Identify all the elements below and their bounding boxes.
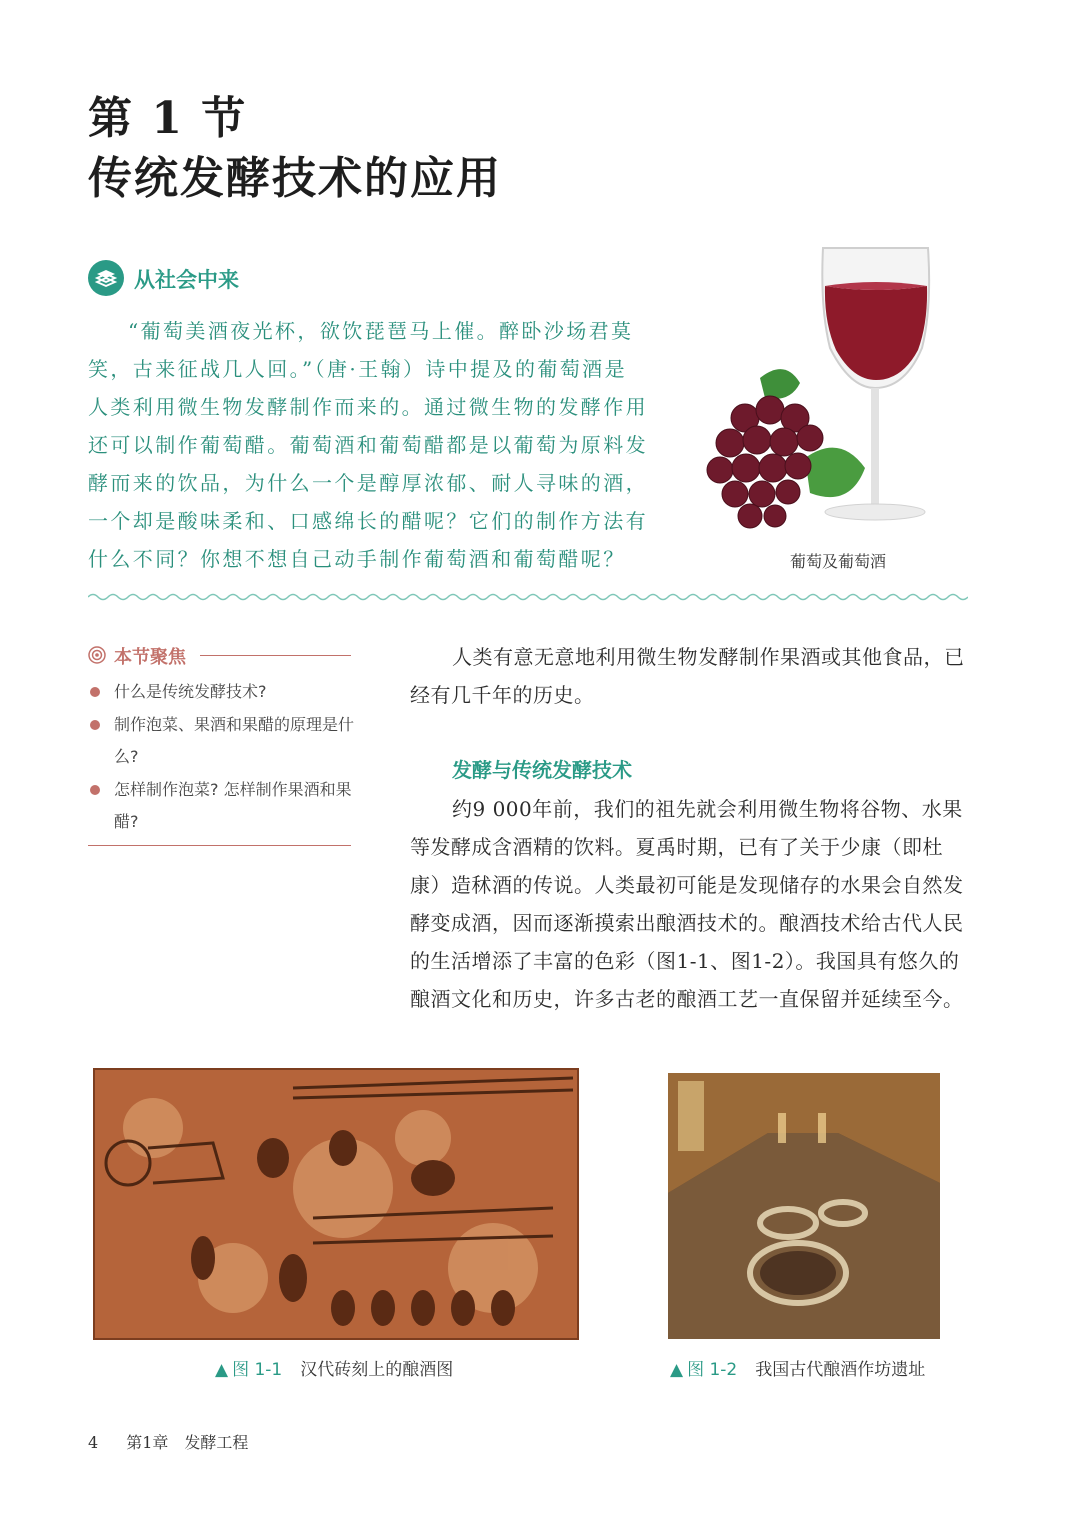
intro-paragraph: 人类有意无意地利用微生物发酵制作果酒或其他食品，已经有几千年的历史。 bbox=[410, 645, 965, 707]
books-icon bbox=[88, 260, 124, 296]
page-number: 4 bbox=[88, 1433, 99, 1452]
focus-item bbox=[88, 676, 358, 709]
focus-title-rule bbox=[200, 655, 351, 656]
focus-item bbox=[88, 774, 358, 839]
image-caption: 葡萄及葡萄酒 bbox=[790, 552, 887, 571]
focus-item-text: 什么是传统发酵技术? bbox=[114, 682, 267, 701]
focus-bottom-rule bbox=[88, 845, 351, 846]
figure-caption-2 bbox=[670, 1355, 925, 1380]
poem-intro-paragraph: “葡萄美酒夜光杯，欲饮琵琶马上催。醉卧沙场君莫笑，古来征战几人回。”（唐·王翰）诗中提及的葡萄酒是人类利用微生物发酵制作而来的。通过微生物的发酵作用还可以制作葡萄醋。葡萄酒和葡萄醋都是以葡萄为原料发酵而来的饮品，为什么一个是醇厚浓郁、耐人寻味的酒，一个却是酸味柔和、口感绵长的醋呢？它们的制作方法有什么不同？你想不想自己动手制作葡萄酒和葡萄醋呢？ bbox=[88, 319, 648, 571]
chapter-label: 第1章 发酵工程 bbox=[126, 1433, 249, 1452]
focus-list bbox=[88, 676, 358, 839]
focus-item bbox=[88, 709, 358, 774]
target-icon bbox=[88, 646, 106, 664]
ancient-brewery-ruins-image bbox=[668, 1073, 940, 1339]
bullet-icon bbox=[90, 720, 100, 730]
section-number: 第 1 节 bbox=[88, 93, 248, 144]
han-brick-relief-image bbox=[93, 1068, 579, 1340]
social-heading: 从社会中来 bbox=[134, 268, 239, 292]
grapes-and-wine-image bbox=[690, 228, 960, 546]
page-title: 传统发酵技术的应用 bbox=[88, 153, 502, 204]
triangle-marker-icon: ▲ bbox=[215, 1360, 229, 1380]
focus-item-text: 制作泡菜、果酒和果醋的原理是什么? bbox=[114, 714, 355, 766]
focus-title: 本节聚焦 bbox=[114, 647, 186, 668]
figure-number: 图 1-1 bbox=[232, 1360, 283, 1380]
wave-divider bbox=[88, 590, 968, 604]
triangle-marker-icon: ▲ bbox=[670, 1360, 684, 1380]
figure-number: 图 1-2 bbox=[687, 1360, 738, 1380]
bullet-icon bbox=[90, 785, 100, 795]
figure-caption-text: 我国古代酿酒作坊遗址 bbox=[755, 1360, 926, 1380]
page-footer bbox=[88, 1430, 248, 1453]
figure-caption-1 bbox=[215, 1355, 453, 1380]
bullet-icon bbox=[90, 687, 100, 697]
figure-caption-text: 汉代砖刻上的酿酒图 bbox=[300, 1360, 454, 1380]
subsection-heading: 发酵与传统发酵技术 bbox=[452, 758, 632, 782]
body-paragraph: 约9 000年前，我们的祖先就会利用微生物将谷物、水果等发酵成含酒精的饮料。夏禹时期，已有了关于少康（即杜康）造秫酒的传说。人类最初可能是发现储存的水果会自然发酵变成酒，因而逐渐摸索出酿酒技术的。酿酒技术给古代人民的生活增添了丰富的色彩（图1-1、图1-2）。我国具有悠久的酿酒文化和历史，许多古老的酿酒工艺一直保留并延续至今。 bbox=[410, 797, 964, 1011]
focus-item-text: 怎样制作泡菜? 怎样制作果酒和果醋? bbox=[114, 779, 352, 831]
